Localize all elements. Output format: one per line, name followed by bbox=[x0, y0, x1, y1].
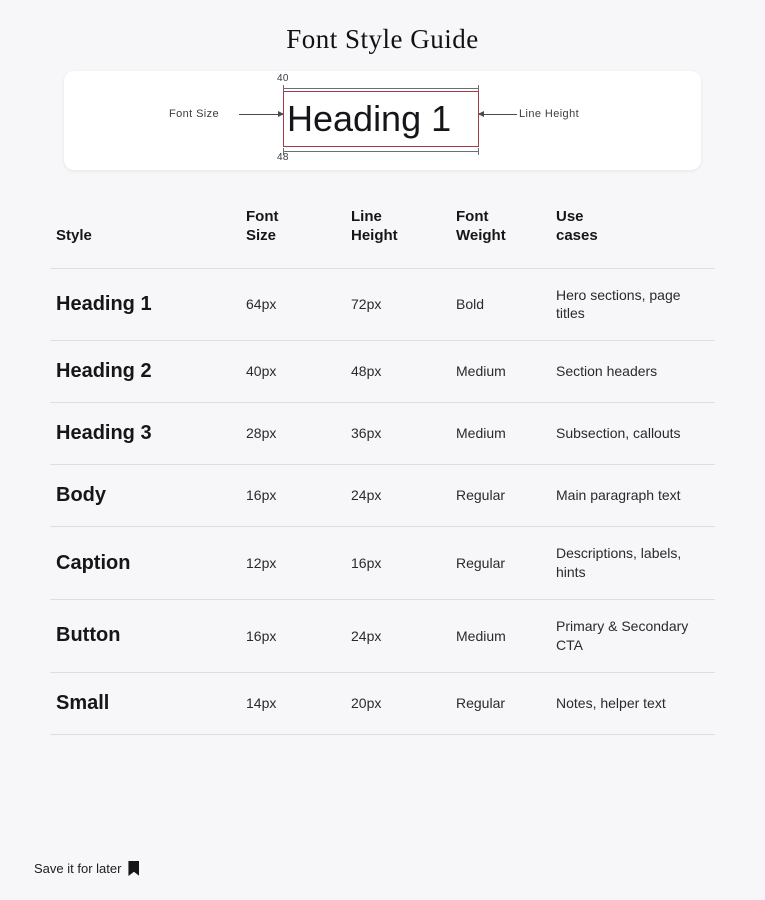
diagram-inner bbox=[64, 71, 701, 170]
cell-line-height: 16px bbox=[345, 527, 450, 600]
cell-style: Heading 1 bbox=[50, 268, 240, 341]
cell-style: Caption bbox=[50, 527, 240, 600]
cell-use-cases: Notes, helper text bbox=[550, 672, 715, 734]
cell-style: Small bbox=[50, 672, 240, 734]
table-row bbox=[50, 527, 715, 600]
table-body bbox=[50, 268, 715, 734]
cell-use-cases: Primary & Secondary CTA bbox=[550, 600, 715, 673]
cell-font-size: 14px bbox=[240, 672, 345, 734]
save-for-later-action[interactable] bbox=[34, 861, 139, 876]
cell-style: Heading 2 bbox=[50, 341, 240, 403]
cell-line-height: 24px bbox=[345, 600, 450, 673]
cell-use-cases: Descriptions, labels, hints bbox=[550, 527, 715, 600]
type-scale-table bbox=[50, 198, 715, 735]
column-header-use-cases-line1: Use bbox=[556, 208, 584, 225]
cell-font-size: 16px bbox=[240, 600, 345, 673]
font-size-value-label: 40 bbox=[277, 73, 289, 84]
column-header-use-cases-line2: cases bbox=[556, 226, 598, 244]
table-row bbox=[50, 403, 715, 465]
cell-use-cases: Subsection, callouts bbox=[550, 403, 715, 465]
column-header-font-weight bbox=[450, 198, 550, 268]
table-row bbox=[50, 672, 715, 734]
column-header-line-height bbox=[345, 198, 450, 268]
table-header-row bbox=[50, 198, 715, 268]
save-for-later-label: Save it for later bbox=[34, 861, 122, 876]
line-height-value-label: 48 bbox=[277, 152, 289, 163]
cell-style: Button bbox=[50, 600, 240, 673]
column-header-font-weight-line1: Font bbox=[456, 208, 489, 225]
cell-use-cases: Main paragraph text bbox=[550, 465, 715, 527]
cell-font-weight: Regular bbox=[450, 672, 550, 734]
bookmark-icon[interactable] bbox=[128, 861, 139, 876]
column-header-style bbox=[50, 198, 240, 268]
cell-font-weight: Medium bbox=[450, 403, 550, 465]
column-header-font-size-line2: Size bbox=[246, 226, 277, 244]
font-size-leader-arrow-icon bbox=[239, 114, 283, 115]
column-header-font-weight-line2: Weight bbox=[456, 226, 506, 244]
table-row bbox=[50, 268, 715, 341]
cell-style: Body bbox=[50, 465, 240, 527]
cell-line-height: 24px bbox=[345, 465, 450, 527]
cell-style: Heading 3 bbox=[50, 403, 240, 465]
line-height-leader-arrow-icon bbox=[479, 114, 517, 115]
column-header-line-height-line2: Height bbox=[351, 226, 398, 244]
cell-line-height: 48px bbox=[345, 341, 450, 403]
cell-font-weight: Regular bbox=[450, 527, 550, 600]
cell-line-height: 72px bbox=[345, 268, 450, 341]
cell-font-size: 40px bbox=[240, 341, 345, 403]
anatomy-diagram-card bbox=[64, 71, 701, 170]
cell-line-height: 36px bbox=[345, 403, 450, 465]
column-header-font-size-line1: Font bbox=[246, 208, 279, 225]
page-title: Font Style Guide bbox=[286, 24, 479, 54]
font-size-callout-label: Font Size bbox=[169, 108, 220, 120]
cell-font-size: 12px bbox=[240, 527, 345, 600]
cell-font-weight: Medium bbox=[450, 341, 550, 403]
table-row bbox=[50, 600, 715, 673]
cell-font-size: 28px bbox=[240, 403, 345, 465]
column-header-font-size bbox=[240, 198, 345, 268]
cell-font-weight: Regular bbox=[450, 465, 550, 527]
line-height-callout-label: Line Height bbox=[519, 108, 580, 120]
type-scale-table-wrapper bbox=[34, 198, 731, 735]
cell-line-height: 20px bbox=[345, 672, 450, 734]
cell-font-weight: Medium bbox=[450, 600, 550, 673]
column-header-style-line1: Style bbox=[56, 226, 92, 244]
cell-font-weight: Bold bbox=[450, 268, 550, 341]
table-row bbox=[50, 341, 715, 403]
measure-line-bottom bbox=[283, 151, 479, 152]
column-header-use-cases bbox=[550, 198, 715, 268]
sample-heading-text: Heading 1 bbox=[287, 98, 452, 139]
cell-use-cases: Hero sections, page titles bbox=[550, 268, 715, 341]
column-header-line-height-line1: Line bbox=[351, 208, 382, 225]
table-row bbox=[50, 465, 715, 527]
cell-font-size: 16px bbox=[240, 465, 345, 527]
cell-font-size: 64px bbox=[240, 268, 345, 341]
table-header bbox=[50, 198, 715, 268]
cell-use-cases: Section headers bbox=[550, 341, 715, 403]
measure-line-top bbox=[283, 88, 479, 89]
